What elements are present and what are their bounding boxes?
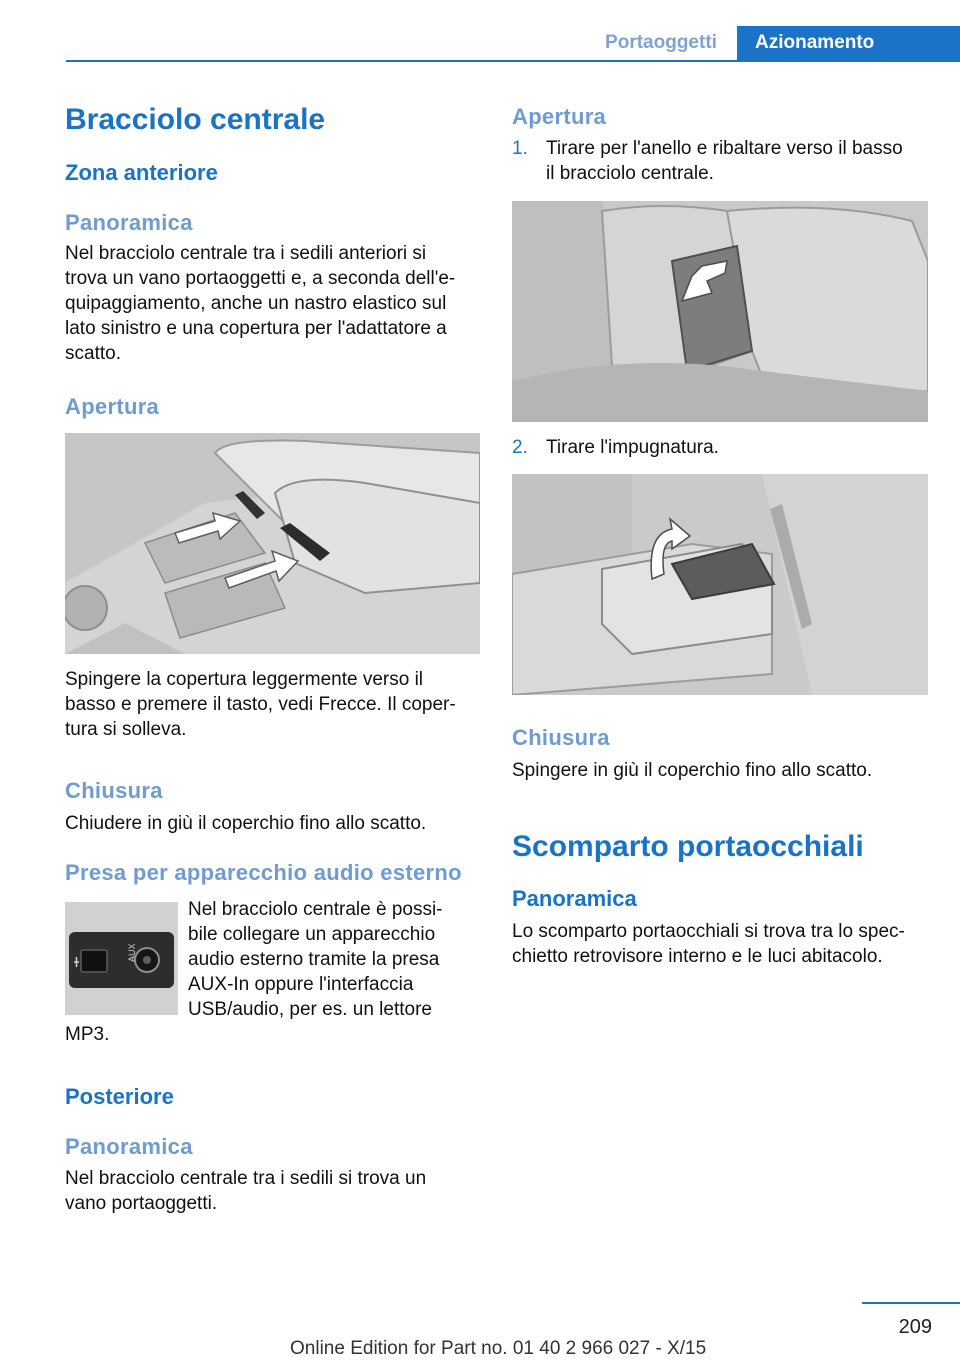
section-front-heading: Zona anteriore	[65, 160, 218, 185]
text-line: Tirare per l'anello e ribaltare verso il basso	[546, 138, 903, 159]
aux-socket-illustration	[65, 902, 178, 1015]
text-line: quipaggiamento, anche un nastro elastico sul	[65, 293, 447, 314]
text-line: trova un vano portaoggetti e, a seconda dell'e‐	[65, 268, 456, 289]
text-line: Spingere la copertura leggermente verso il	[65, 669, 424, 690]
text-line: chietto retrovisore interno e le luci abitacolo.	[512, 946, 883, 967]
rear-overview-heading: Panoramica	[65, 1134, 193, 1159]
text-line: bile collegare un apparecchio	[188, 924, 436, 945]
footer-rule	[862, 1302, 960, 1304]
front-armrest-image	[65, 433, 480, 654]
closing-text: Chiudere in giù il coperchio fino allo scatto.	[65, 813, 427, 834]
rear-armrest-handle-image	[512, 474, 928, 695]
rear-closing-text: Spingere in giù il coperchio fino allo scatto.	[512, 760, 873, 781]
text-line: AUX-In oppure l'interfaccia	[188, 974, 414, 995]
header-tab-azionamento[interactable]: Azionamento	[737, 26, 960, 60]
step-number: 1.	[512, 138, 528, 159]
step-number: 2.	[512, 437, 528, 458]
text-line: Nel bracciolo centrale tra i sedili anteriori si	[65, 243, 427, 264]
header-rule	[66, 60, 960, 62]
glasses-compartment-title: Scomparto portaocchiali	[512, 830, 864, 863]
rear-seat-illustration	[512, 201, 928, 422]
rear-seat-image	[512, 201, 928, 422]
overview-heading: Panoramica	[65, 210, 193, 235]
text-line: lato sinistro e una copertura per l'adattatore a	[65, 318, 447, 339]
page-number: 209	[898, 1316, 932, 1338]
page-title: Bracciolo centrale	[65, 103, 326, 136]
step-text	[546, 136, 903, 186]
aux-label: AUX	[127, 943, 137, 962]
opening-heading: Apertura	[65, 394, 160, 419]
text-line: USB/audio, per es. un lettore	[188, 999, 432, 1020]
rear-armrest-illustration	[512, 474, 928, 695]
text-line: il bracciolo centrale.	[546, 163, 714, 184]
step-text	[546, 435, 719, 460]
rear-closing-heading: Chiusura	[512, 725, 610, 750]
front-armrest-illustration	[65, 433, 480, 654]
text-line: vano portaoggetti.	[65, 1193, 218, 1214]
text-line: scatto.	[65, 343, 121, 364]
opening-paragraph	[65, 667, 456, 742]
aux-socket-image	[65, 902, 178, 1015]
closing-heading: Chiusura	[65, 778, 163, 803]
overview-paragraph	[65, 241, 455, 366]
header-tab-portaoggetti[interactable]: Portaoggetti	[605, 32, 717, 53]
socket-paragraph	[188, 897, 443, 1022]
text-line: Nel bracciolo centrale tra i sedili si trova un	[65, 1168, 427, 1189]
socket-heading: Presa per apparecchio audio esterno	[65, 860, 462, 885]
socket-paragraph-tail: MP3.	[65, 1024, 110, 1045]
rear-opening-heading: Apertura	[512, 104, 607, 129]
section-rear-heading: Posteriore	[65, 1084, 174, 1109]
text-line: tura si solleva.	[65, 719, 187, 740]
text-line: audio esterno tramite la presa	[188, 949, 440, 970]
text-line: Lo scomparto portaocchiali si trova tra lo spec‐	[512, 921, 905, 942]
text-line: basso e premere il tasto, vedi Frecce. Il coper‐	[65, 694, 456, 715]
rear-overview-paragraph	[65, 1166, 426, 1216]
edition-footer: Online Edition for Part no. 01 40 2 966 027 - X/15	[290, 1338, 707, 1359]
glasses-overview-heading: Panoramica	[512, 886, 637, 911]
glasses-paragraph	[512, 919, 905, 969]
text-line: Nel bracciolo centrale è possi‐	[188, 899, 443, 920]
text-line: Tirare l'impugnatura.	[546, 437, 719, 458]
